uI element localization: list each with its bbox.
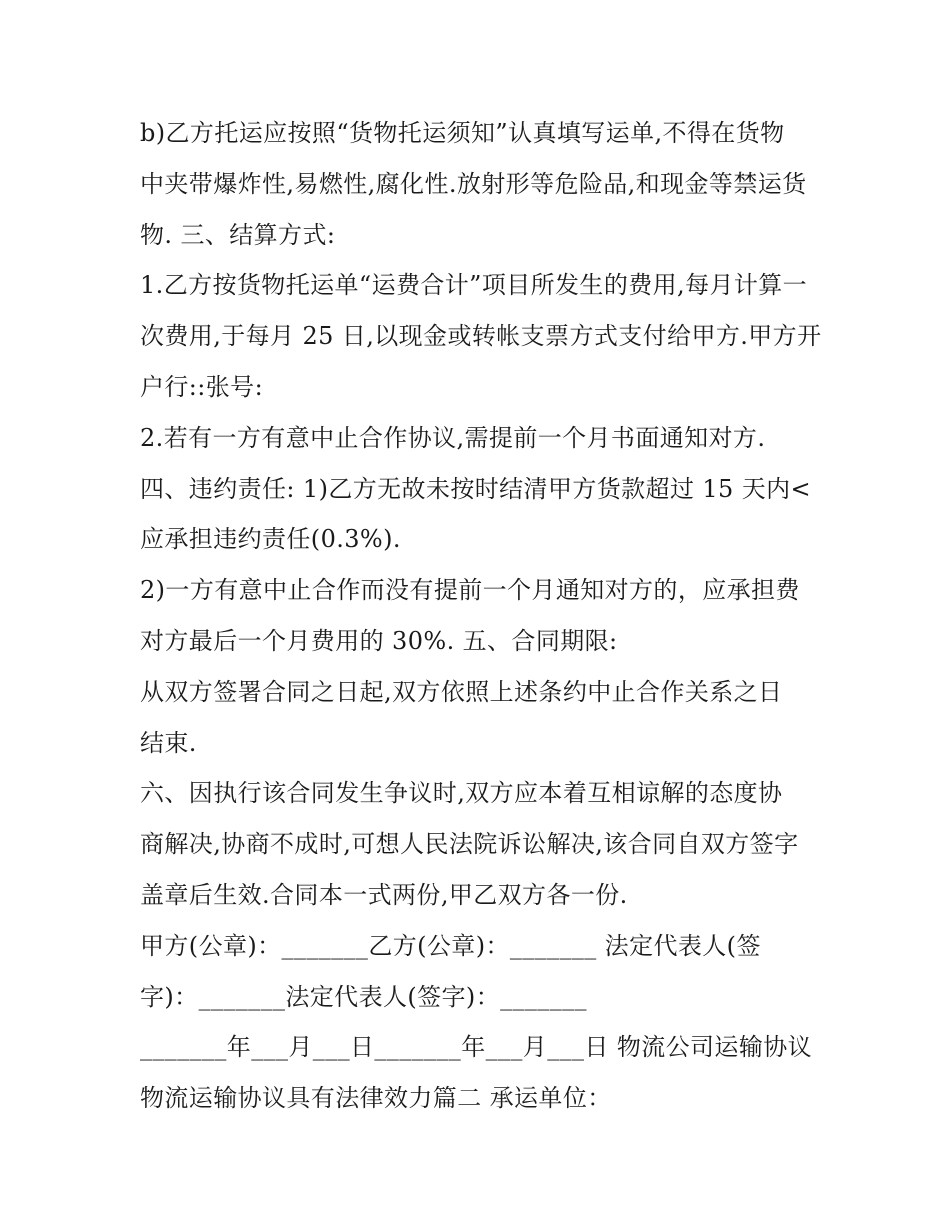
text-line: 2.若有一方有意中止合作协议,需提前一个月书面通知对方.: [140, 423, 766, 452]
text-line: 盖章后生效.合同本一式两份,甲乙双方各一份.: [140, 880, 628, 909]
text-line: 物流运输协议具有法律效力篇二 承运单位：: [140, 1084, 612, 1113]
text-line: 对方最后一个月费用的 30%. 五、合同期限:: [140, 626, 618, 655]
text-line: 四、违约责任: 1)乙方无故未按时结清甲方货款超过 15 天内<: [140, 474, 812, 503]
text-line: 应承担违约责任(0.3%).: [140, 525, 401, 554]
text-line: _______年___月___日_______年___月___日 物流公司运输协议: [140, 1033, 813, 1062]
text-line: 从双方签署合同之日起,双方依照上述条约中止合作关系之日: [140, 677, 783, 706]
document-body: [140, 108, 820, 1124]
text-line: b)乙方托运应按照“货物托运须知”认真填写运单,不得在货物: [140, 119, 785, 147]
text-line: 商解决,协商不成时,可想人民法院诉讼解决,该合同自双方签字: [140, 830, 799, 859]
text-line: 中夹带爆炸性,易燃性,腐化性.放射形等危险品,和现金等禁运货: [140, 169, 807, 198]
text-line: 1.乙方按货物托运单“运费合计”项目所发生的费用,每月计算一: [140, 271, 808, 300]
text-line: 物. 三、结算方式:: [140, 220, 336, 249]
text-line: 2)一方有意中止合作而没有提前一个月通知对方的，应承担费: [140, 576, 800, 605]
text-line: 甲方(公章)：_______乙方(公章)：_______ 法定代表人(签: [140, 931, 761, 960]
text-line: 字)：_______法定代表人(签字)：_______: [140, 982, 587, 1011]
text-line: 户行::张号:: [140, 372, 264, 401]
text-line: 六、因执行该合同发生争议时,双方应本着互相谅解的态度协: [140, 779, 783, 808]
text-line: 结束.: [140, 728, 197, 757]
text-line: 次费用,于每月 25 日,以现金或转帐支票方式支付给甲方.甲方开: [140, 322, 822, 351]
